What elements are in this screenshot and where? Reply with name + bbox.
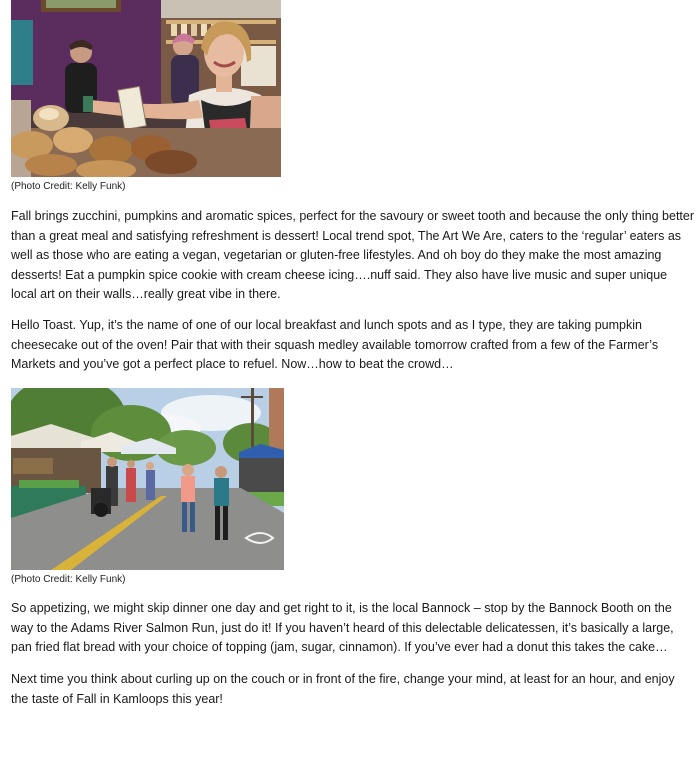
paragraph: So appetizing, we might skip dinner one day and get right to it, is the local Bannock – stop by the Bannock Booth on the way to the Adams River Salmon Run, just do it! If you haven’t heard of this delectable delicatessen, it’s basically a large, pan fried flat bread with your choice of topping (jam, sugar, cinnamon). If you’ve ever had a donut this takes the cake…	[11, 601, 674, 654]
paragraph: Hello Toast. Yup, it’s the name of one of our local breakfast and lunch spots and as I type, they are taking pumpkin cheesecake out of the oven! Pair that with their squash medley available tomorrow crafted from a few of the Farmer’s Markets and you’ve got a perfect place to refuel. Now…how to beat the crowd…	[11, 318, 659, 371]
bakery-photo	[11, 0, 281, 177]
photo-caption: (Photo Credit: Kelly Funk)	[11, 574, 126, 585]
paragraph: Fall brings zucchini, pumpkins and aromatic spices, perfect for the savoury or sweet tooth and because the only thing better than a great meal and satisfying refreshment is dessert! Local trend spot, The Art We Are, caters to the ‘regular’ eaters as well as those who are eating a vegan, vegetarian or gluten-free lifestyles. And oh boy do they make the most amazing desserts! Eat a pumpkin spice cookie with cream cheese icing….nuff said. They also have live music and super unique local art on their walls…really great vibe in there.	[11, 209, 695, 301]
photo-caption: (Photo Credit: Kelly Funk)	[11, 181, 126, 192]
farmers-market-photo	[11, 388, 284, 570]
paragraph: Next time you think about curling up on the couch or in front of the fire, change your mind, at least for an hour, and enjoy the taste of Fall in Kamloops this year!	[11, 672, 675, 706]
